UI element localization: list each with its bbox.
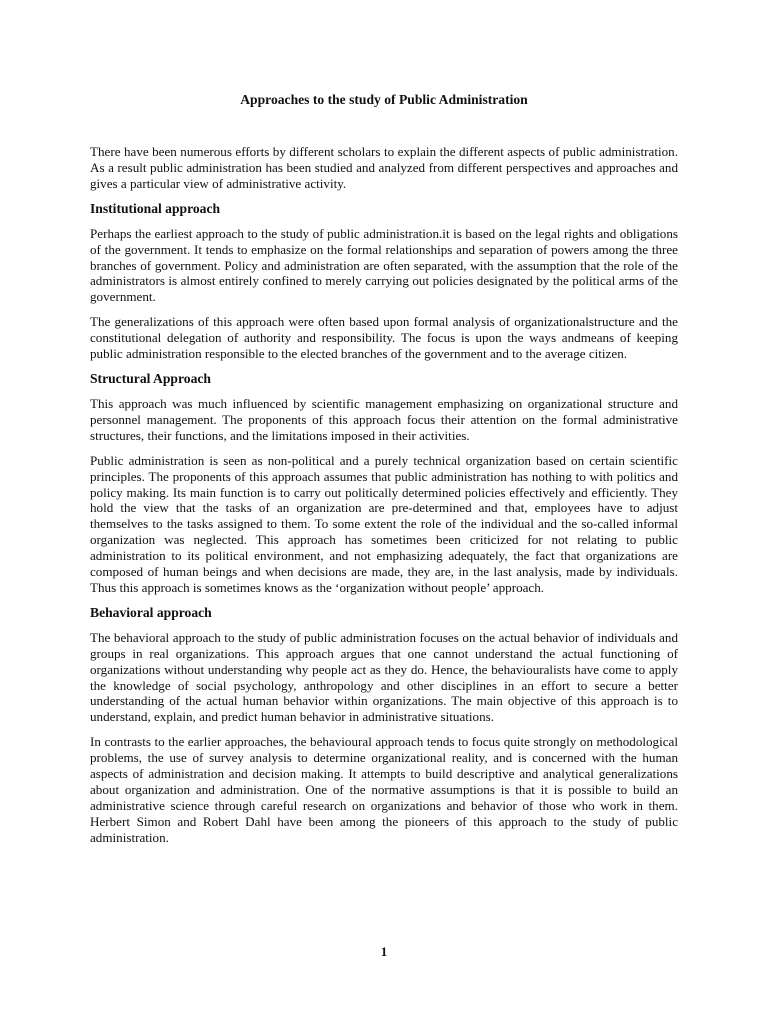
document-body <box>90 144 678 855</box>
structural-paragraph-1: This approach was much influenced by scientific management emphasizing on organizational structure and personnel management. The proponents of this approach focus their attention on the formal administrative structures, their functions, and the limitations imposed in their activities. <box>90 395 678 443</box>
document-title: Approaches to the study of Public Administration <box>240 92 528 107</box>
institutional-paragraph-1: Perhaps the earliest approach to the study of public administration.it is based on the legal rights and obligations of the government. It tends to emphasize on the formal relationships and separation of powers among the three branches of government. Policy and administration are often separated, with the assumption that the role of the administrators is almost entirely confined to merely carrying out policies designated by the political arms of the government. <box>90 225 678 305</box>
behavioral-paragraph-2: In contrasts to the earlier approaches, the behavioural approach tends to focus quite strongly on methodological problems, the use of survey analysis to determine organizational reality, and is concerned with the human aspects of administration and decision making. It attempts to build descriptive and analytical generalizations about organization and administration. One of the normative assumptions is that it is possible to build an administrative science through careful research on organizations and behavior of those who work in them. Herbert Simon and Robert Dahl have been among the pioneers of this approach to the study of public administration. <box>90 734 678 845</box>
page-number: 1 <box>380 944 388 959</box>
structural-paragraph-2: Public administration is seen as non-political and a purely technical organization based on certain scientific principles. The proponents of this approach assumes that public administration has nothing to with politics and policy making. Its main function is to carry out politically determined policies effectively and efficiently. They hold the view that the tasks of an organization are pre-determined and that, employees have to adjust themselves to the tasks assigned to them. To some extent the role of the individual and the so-called informal organization was neglected. This approach has sometimes been criticized for not relating to public administration to its political environment, and not emphasizing adequately, the fact that organizations are composed of human beings and when decisions are made, they are, in the last analysis, made by individuals. Thus this approach is sometimes knows as the ‘organization without people’ approach. <box>90 452 678 595</box>
intro-paragraph: There have been numerous efforts by different scholars to explain the different aspects of public administration. As a result public administration has been studied and analyzed from different perspectives and approaches and gives a particular view of administrative activity. <box>90 144 678 191</box>
section-heading-behavioral: Behavioral approach <box>90 604 212 620</box>
institutional-paragraph-2: The generalizations of this approach were often based upon formal analysis of organizationalstructure and the constitutional delegation of authority and responsibility. The focus is upon the ways andmeans of keeping public administration responsible to the elected branches of the government and to the average citizen. <box>90 314 678 362</box>
section-heading-institutional: Institutional approach <box>90 200 221 216</box>
section-heading-structural: Structural Approach <box>90 370 211 386</box>
behavioral-paragraph-1: The behavioral approach to the study of public administration focuses on the actual behavior of individuals and groups in real organizations. This approach argues that one cannot understand the actual functioning of organizations without understanding why people act as they do. Hence, the behaviouralists have come to apply the knowledge of social psychology, anthropology and other disciplines in an effort to secure a better understanding of the actual human behavior within organizations. The main objective of this approach is to understand, explain, and predict human behavior in administrative situations. <box>90 629 678 725</box>
